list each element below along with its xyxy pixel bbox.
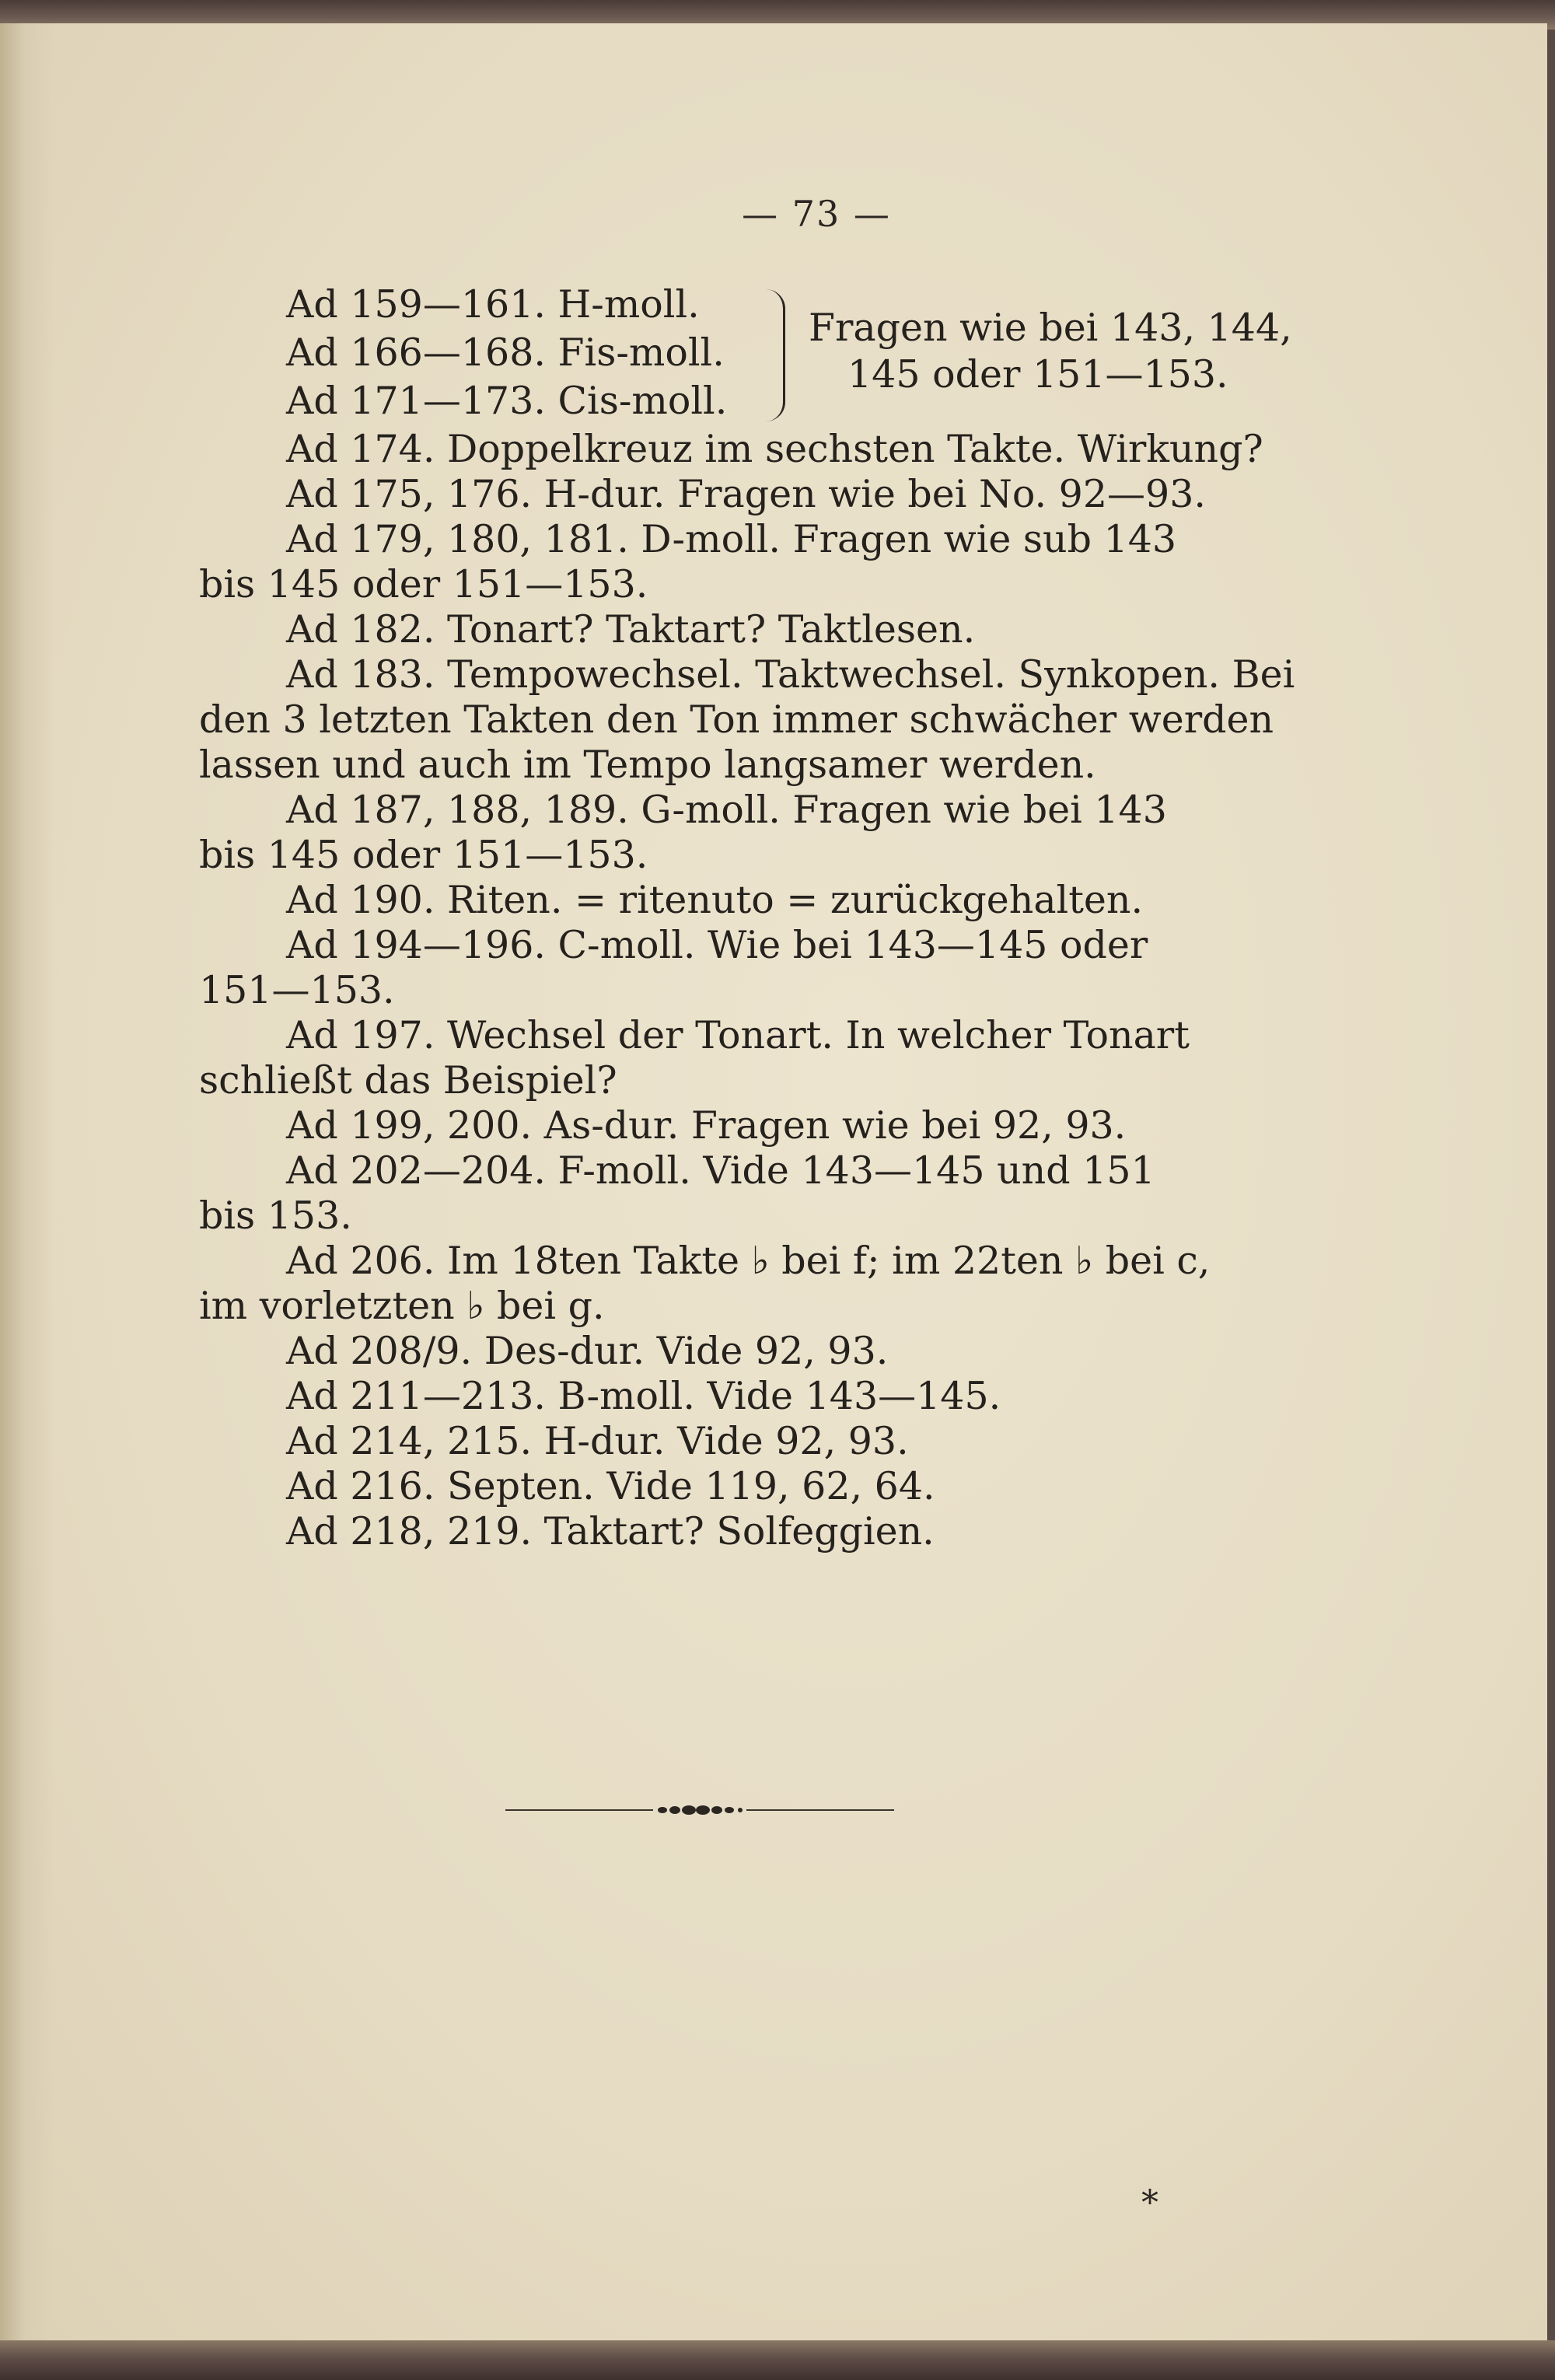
text-line: Ad 159—161. H-moll. — [286, 282, 700, 327]
text-line: Ad 199, 200. As-dur. Fragen wie bei 92, 93. — [286, 1103, 1127, 1148]
text-line: bis 153. — [199, 1193, 352, 1238]
text-line: Ad 174. Doppelkreuz im sechsten Takte. Wirkung? — [286, 427, 1263, 471]
text-line: Ad 171—173. Cis-moll. — [286, 379, 728, 423]
text-line: Ad 197. Wechsel der Tonart. In welcher Tonart — [286, 1013, 1190, 1057]
text-line: bis 145 oder 151—153. — [199, 833, 648, 877]
curly-brace-icon — [766, 289, 785, 421]
text-line: Ad 182. Tonart? Taktart? Taktlesen. — [286, 607, 976, 652]
text-line: im vorletzten ♭ bei g. — [199, 1284, 605, 1328]
text-line: Ad 202—204. F-moll. Vide 143—145 und 151 — [286, 1148, 1155, 1193]
text-line: Ad 166—168. Fis-moll. — [286, 330, 725, 375]
text-line: Ad 211—213. B-moll. Vide 143—145. — [286, 1374, 1001, 1418]
page-gutter — [0, 23, 54, 2344]
text-line: Ad 175, 176. H-dur. Fragen wie bei No. 92—93. — [286, 472, 1206, 516]
text-line: Ad 214, 215. H-dur. Vide 92, 93. — [286, 1419, 909, 1463]
text-line: Ad 179, 180, 181. D-moll. Fragen wie sub 143 — [286, 517, 1177, 561]
text-line: den 3 letzten Takten den Ton immer schwächer werden — [199, 697, 1274, 742]
text-line: Ad 190. Riten. = ritenuto = zurückgehalten. — [286, 878, 1144, 922]
ornament-divider-icon — [498, 1802, 902, 1818]
text-line: schließt das Beispiel? — [199, 1058, 617, 1103]
text-line: Ad 216. Septen. Vide 119, 62, 64. — [286, 1464, 935, 1508]
text-line: 151—153. — [199, 968, 395, 1012]
text-line: Ad 218, 219. Taktart? Solfeggien. — [286, 1509, 935, 1553]
text-line: Ad 206. Im 18ten Takte ♭ bei f; im 22ten ♭ bei c, — [286, 1239, 1211, 1283]
text-line: lassen und auch im Tempo langsamer werden. — [199, 743, 1096, 787]
brace-note-line: 145 oder 151—153. — [847, 352, 1228, 397]
book-binding-bottom — [0, 2340, 1555, 2380]
footnote-mark: * — [1141, 2183, 1158, 2223]
text-line: bis 145 oder 151—153. — [199, 562, 648, 606]
page-number: — 73 — — [742, 193, 891, 235]
text-line: Ad 183. Tempowechsel. Taktwechsel. Synkopen. Bei — [286, 652, 1295, 697]
brace-note-line: Fragen wie bei 143, 144, — [809, 306, 1292, 350]
text-line: Ad 208/9. Des-dur. Vide 92, 93. — [286, 1329, 889, 1373]
text-line: Ad 187, 188, 189. G-moll. Fragen wie bei 143 — [286, 788, 1167, 832]
text-line: Ad 194—196. C-moll. Wie bei 143—145 oder — [286, 923, 1148, 967]
